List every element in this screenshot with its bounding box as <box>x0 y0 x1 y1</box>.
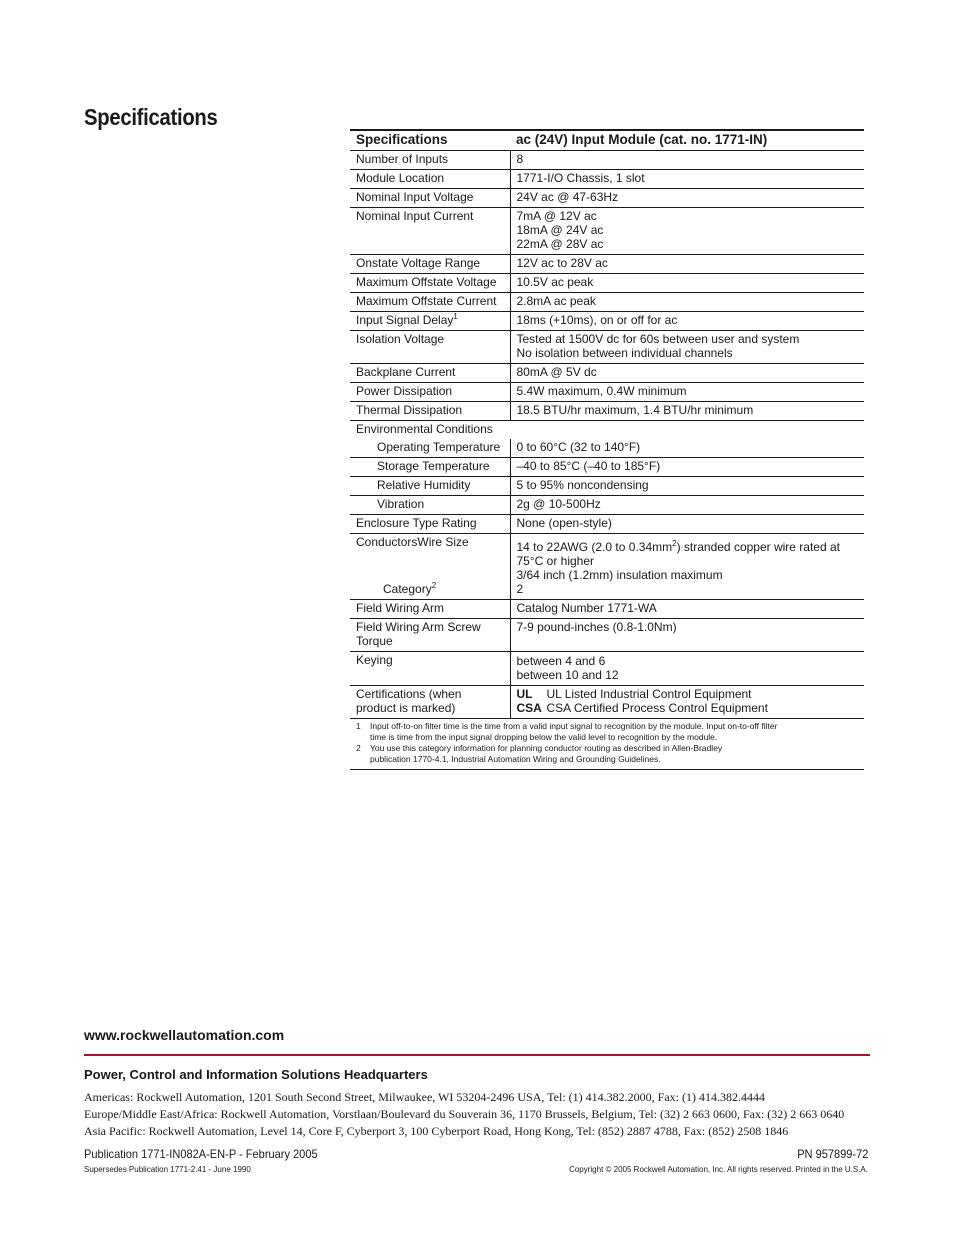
spec-row-2-label: Nominal Input Voltage <box>350 189 510 208</box>
spec-row-7-value: 18ms (+10ms), on or off for ac <box>510 312 864 331</box>
certifications-row-label: Certifications (when product is marked) <box>350 686 510 719</box>
table-row <box>350 652 864 686</box>
table-row <box>350 364 864 383</box>
table-row <box>350 515 864 534</box>
spec-row-9-value: 80mA @ 5V dc <box>510 364 864 383</box>
table-row <box>350 383 864 402</box>
spec-row-6-value: 2.8mA ac peak <box>510 293 864 312</box>
conductors-label: ConductorsWire Size Category$^2$ <box>350 534 510 600</box>
field-wiring-arm-row-value: Catalog Number 1771-WA <box>510 600 864 619</box>
spec-row-5-value: 10.5V ac peak <box>510 274 864 293</box>
spec-row-10-label: Power Dissipation <box>350 383 510 402</box>
env-row-3-value: 2g @ 10-500Hz <box>510 496 864 515</box>
footnote-1: 1 Input off-to-on filter time is the time from a valid input signal to recognition by the module. Input on-to-off filter time is time from the input signal dropping below the valid level to recognition by the module. <box>356 721 778 742</box>
spec-row-7-label: Input Signal Delay$^1$ <box>350 312 510 331</box>
table-row <box>350 331 864 364</box>
spec-row-2-value: 24V ac @ 47-63Hz <box>510 189 864 208</box>
table-row <box>350 477 864 496</box>
env-row-3-label: Vibration <box>350 496 510 515</box>
table-header-row <box>350 130 864 151</box>
spec-row-1-label: Module Location <box>350 170 510 189</box>
certifications-row-value <box>510 686 864 719</box>
env-row-0-value: 0 to 60°C (32 to 140°F) <box>510 439 864 458</box>
footnote-2: 2 You use this category information for planning conductor routing as described in Allen-Bradley publication 1770-4.1, Industrial Automation Wiring and Grounding Guidelines. <box>356 743 723 764</box>
table-row <box>350 496 864 515</box>
field-wiring-arm-row-label: Field Wiring Arm <box>350 600 510 619</box>
table-row <box>350 686 864 719</box>
spec-row-3-label: Nominal Input Current <box>350 208 510 255</box>
table-row <box>350 170 864 189</box>
address-asia-pacific: Asia Pacific: Rockwell Automation, Level 14, Core F, Cyberport 3, 100 Cyberport Road, Hong Kong, Tel: (852) 2887 4788, Fax: (852) 2508 1846 <box>84 1124 789 1138</box>
keying-row-value: between 4 and 6 between 10 and 12 <box>510 652 864 686</box>
screw-torque-row-label: Field Wiring Arm Screw Torque <box>350 619 510 652</box>
table-row <box>350 189 864 208</box>
spec-row-10-value: 5.4W maximum, 0.4W minimum <box>510 383 864 402</box>
table-row <box>350 439 864 458</box>
table-row <box>350 312 864 331</box>
spec-row-11-label: Thermal Dissipation <box>350 402 510 421</box>
screw-torque-row-value: 7-9 pound-inches (0.8-1.0Nm) <box>510 619 864 652</box>
spec-row-11-value: 18.5 BTU/hr maximum, 1.4 BTU/hr minimum <box>510 402 864 421</box>
footnotes <box>350 719 864 770</box>
spec-row-8-value: Tested at 1500V dc for 60s between user and system No isolation between individual channels <box>510 331 864 364</box>
table-row <box>350 293 864 312</box>
address-emea: Europe/Middle East/Africa: Rockwell Automation, Vorstlaan/Boulevard du Souverain 36, 1170 Brussels, Belgium, Tel: (32) 2 663 0600, Fax: (32) 2 663 0640 <box>84 1107 845 1121</box>
enclosure-row-value: None (open-style) <box>510 515 864 534</box>
spec-row-9-label: Backplane Current <box>350 364 510 383</box>
footer-website: www.rockwellautomation.com <box>84 1027 285 1043</box>
spec-table-body <box>350 151 864 719</box>
spec-row-0-value: 8 <box>510 151 864 170</box>
spec-row-8-label: Isolation Voltage <box>350 331 510 364</box>
env-group-row <box>350 421 864 440</box>
spec-table <box>350 129 864 719</box>
env-row-0-label: Operating Temperature <box>350 439 510 458</box>
table-header-module: ac (24V) Input Module (cat. no. 1771-IN) <box>510 130 864 151</box>
spec-row-4-value: 12V ac to 28V ac <box>510 255 864 274</box>
table-row <box>350 600 864 619</box>
spec-row-0-label: Number of Inputs <box>350 151 510 170</box>
env-row-2-label: Relative Humidity <box>350 477 510 496</box>
footer-hq-title: Power, Control and Information Solutions Headquarters <box>84 1067 428 1082</box>
page-title: Specifications <box>84 104 218 130</box>
table-row <box>350 619 864 652</box>
copyright: Copyright © 2005 Rockwell Automation, Inc. All rights reserved. Printed in the U.S.A. <box>569 1165 868 1174</box>
table-row <box>350 274 864 293</box>
spec-row-1-value: 1771-I/O Chassis, 1 slot <box>510 170 864 189</box>
publication-number: Publication 1771-IN082A-EN-P - February 2005 <box>84 1147 318 1161</box>
part-number: PN 957899-72 <box>796 1147 868 1161</box>
spec-row-6-label: Maximum Offstate Current <box>350 293 510 312</box>
supersedes-note: Supersedes Publication 1771-2.41 - June 1990 <box>84 1165 251 1174</box>
table-row <box>350 402 864 421</box>
table-row <box>350 208 864 255</box>
address-americas: Americas: Rockwell Automation, 1201 South Second Street, Milwaukee, WI 53204-2496 USA, Tel: (1) 414.382.2000, Fax: (1) 414.382.4444 <box>84 1090 765 1104</box>
footer-divider <box>84 1054 870 1056</box>
conductors-value: 14 to 22AWG (2.0 to $0.34mm^2$) stranded copper wire rated at 75°C or higher 3/64 inch (1.2mm) insulation maximum 2 <box>510 534 864 600</box>
table-row <box>350 151 864 170</box>
env-row-1-label: Storage Temperature <box>350 458 510 477</box>
env-group-label: Environmental Conditions <box>356 422 493 436</box>
spec-row-3-value: 7mA @ 12V ac 18mA @ 24V ac 22mA @ 28V ac <box>510 208 864 255</box>
category-label: Category$^2$ <box>383 581 437 596</box>
env-row-2-value: 5 to 95% noncondensing <box>510 477 864 496</box>
spec-row-5-label: Maximum Offstate Voltage <box>350 274 510 293</box>
table-row <box>350 534 864 600</box>
env-row-1-value: –40 to 85°C (–40 to 185°F) <box>510 458 864 477</box>
keying-row-label: Keying <box>350 652 510 686</box>
table-row <box>350 255 864 274</box>
cert-ul: UL UL Listed Industrial Control Equipment <box>516 687 752 701</box>
table-header-label: Specifications <box>350 130 510 151</box>
enclosure-row-label: Enclosure Type Rating <box>350 515 510 534</box>
table-row <box>350 458 864 477</box>
spec-table-container <box>350 129 864 770</box>
env-group-value <box>510 421 864 440</box>
cert-csa: CSA CSA Certified Process Control Equipment <box>516 701 768 715</box>
spec-row-4-label: Onstate Voltage Range <box>350 255 510 274</box>
